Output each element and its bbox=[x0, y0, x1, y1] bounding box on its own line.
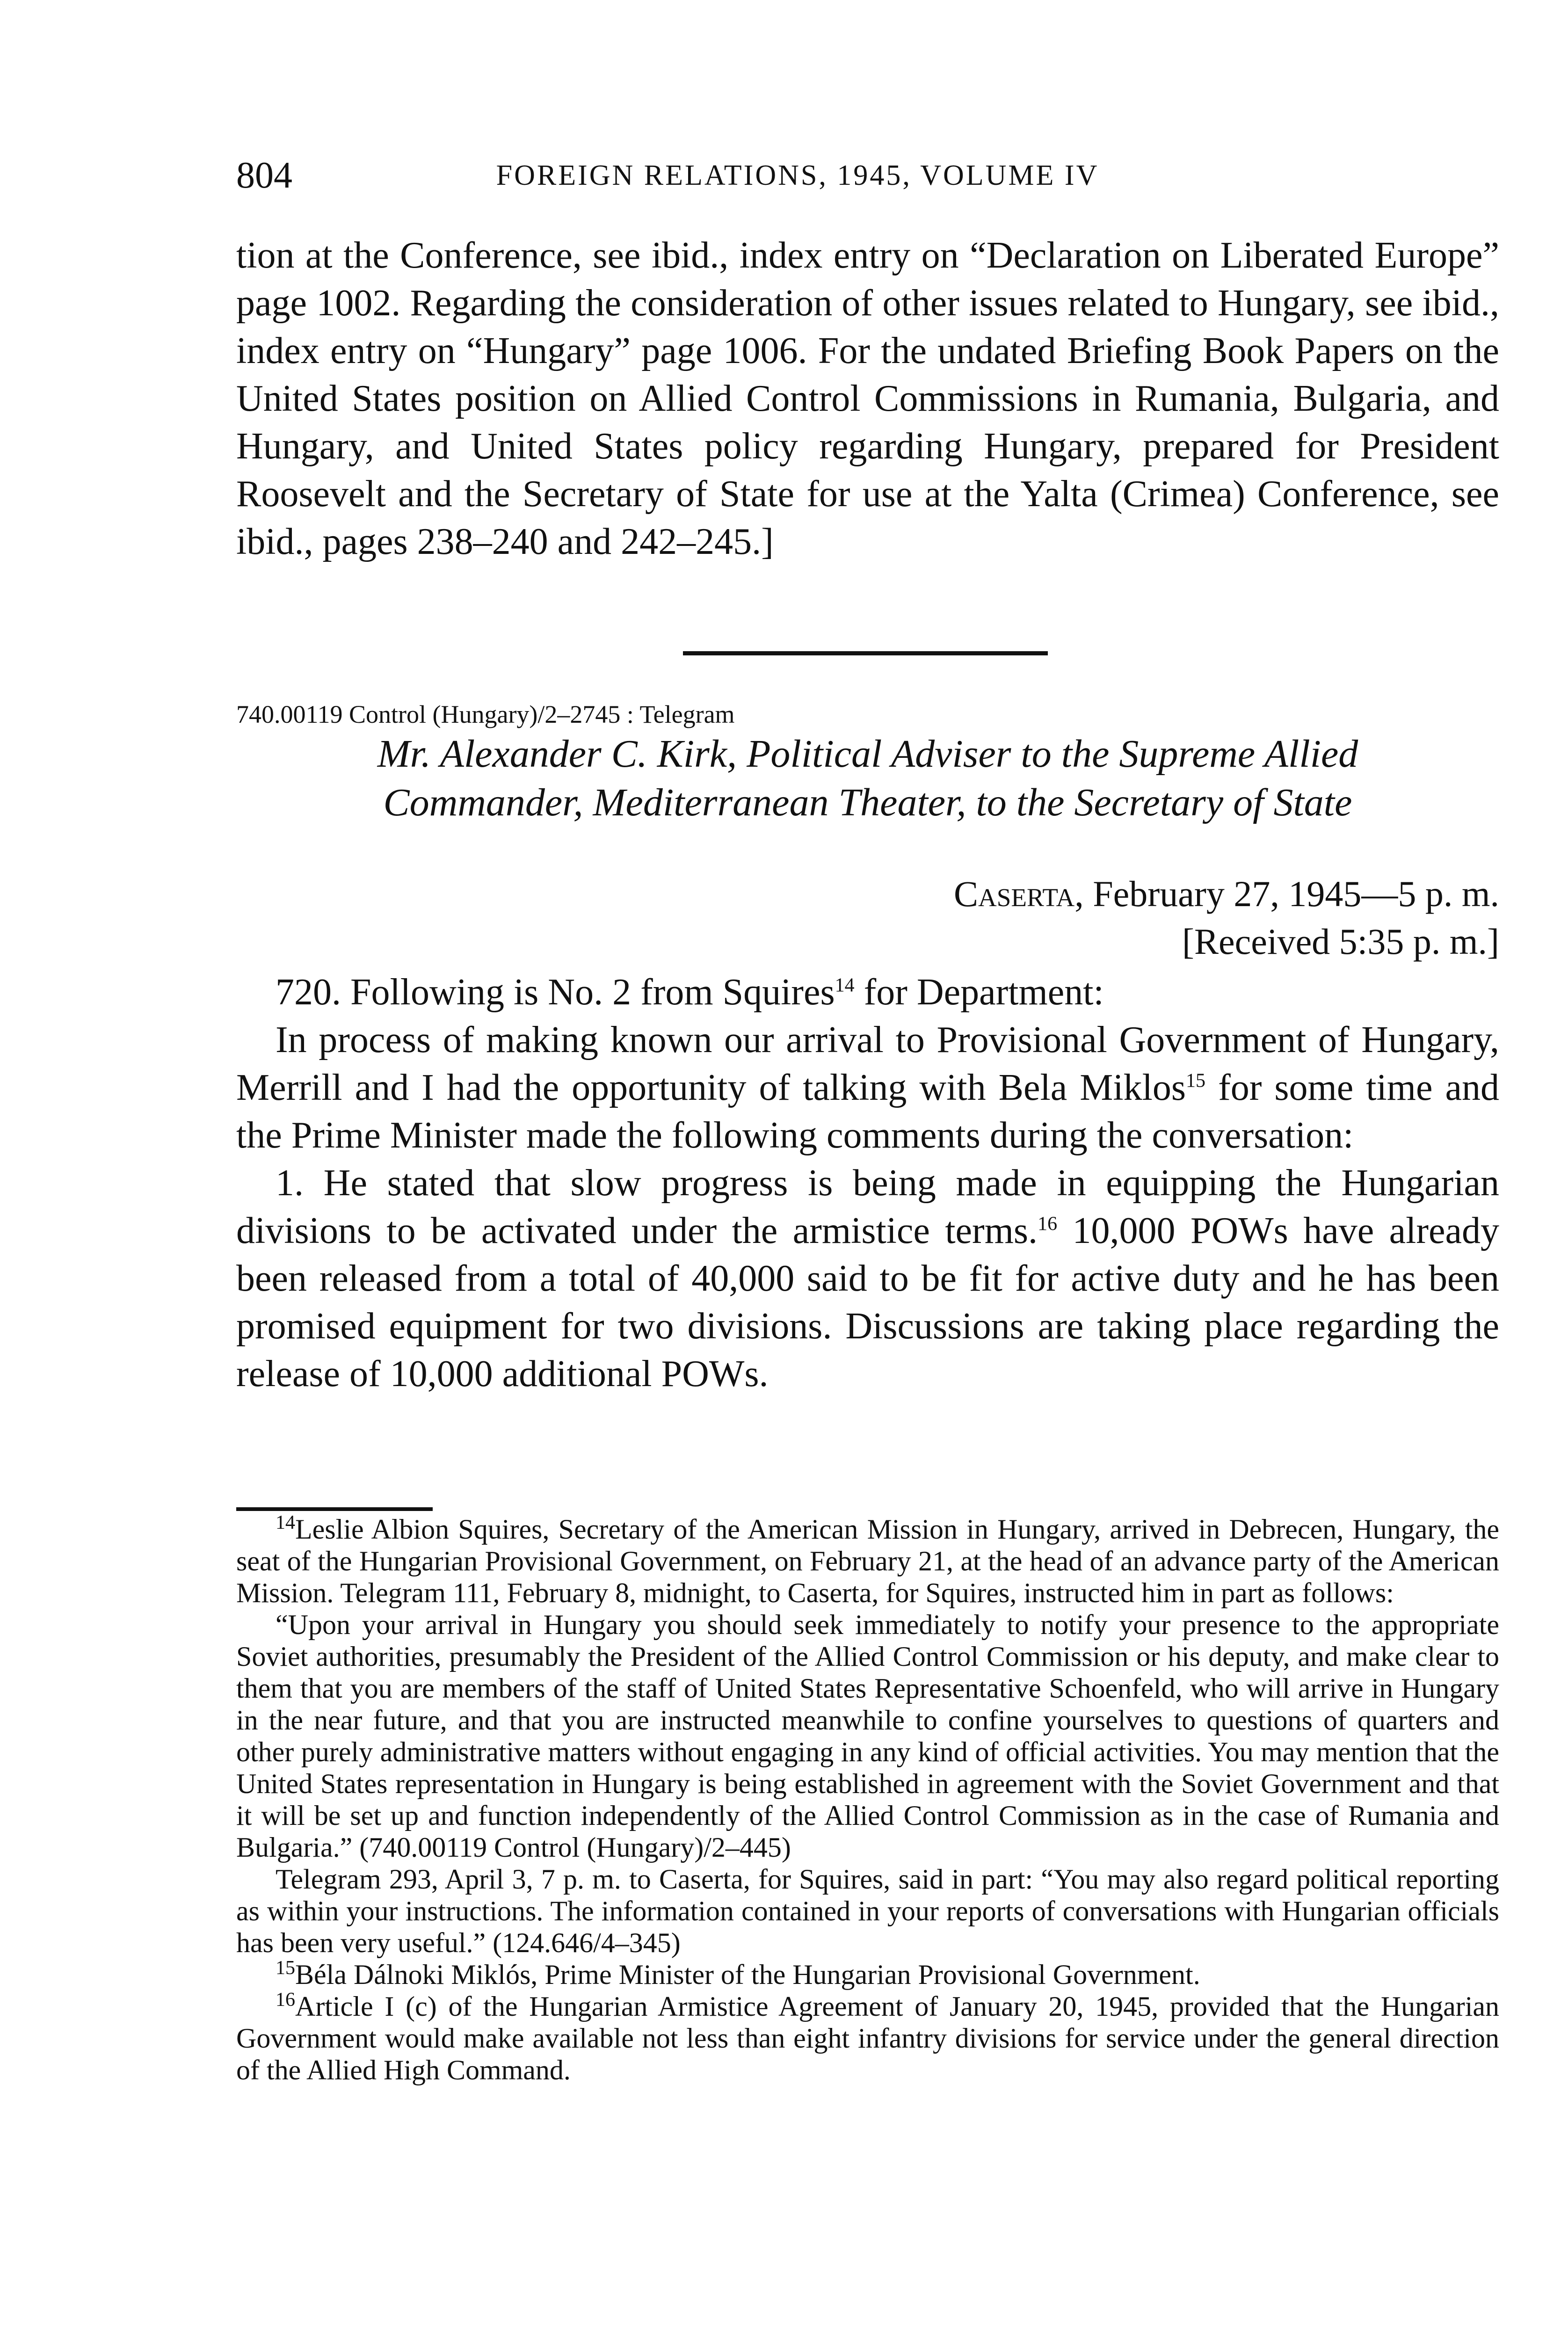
paragraph-text: 1. He stated that slow progress is being made in equipping the Hungarian divisions to be activated under the armistice terms. bbox=[236, 1162, 1499, 1251]
telegram-body bbox=[236, 968, 1499, 1398]
place-date bbox=[954, 870, 1499, 918]
paragraph-text: 720. Following is No. 2 from Squires bbox=[276, 972, 835, 1013]
footnote-mark: 15 bbox=[276, 1957, 295, 1979]
body-paragraph-3 bbox=[236, 1159, 1499, 1398]
footnote-divider bbox=[236, 1507, 433, 1511]
footnote-ref: 16 bbox=[1038, 1213, 1058, 1235]
page-number: 804 bbox=[236, 155, 292, 196]
paragraph-text: In process of making known our arrival to Provisional Government of Hungary, Merrill and I had the opportunity of talking with Bela Miklos bbox=[236, 1019, 1499, 1108]
footnote-ref: 15 bbox=[1186, 1070, 1206, 1092]
body-paragraph-1 bbox=[236, 968, 1499, 1016]
footnote-14-quote: “Upon your arrival in Hungary you should seek immediately to notify your presence to the appropriate Soviet authorities, presumably the President of the Allied Control Commission or his deputy, and make clear to them that you are members of the staff of United States Representative Schoenfeld, who will arrive in Hungary in the near future, and that you are instructed meanwhile to confine yourselves to questions of quarters and other purely administrative matters without engaging in any kind of official activities. You may mention that the United States representation in Hungary is being established in agreement with the Soviet Government and that it will be set up and function independently of the Allied Control Commission as in the case of Rumania and Bulgaria.” (740.00119 Control (Hungary)/2–445) bbox=[236, 1609, 1499, 1863]
section-divider bbox=[683, 651, 1048, 655]
running-head: FOREIGN RELATIONS, 1945, VOLUME IV bbox=[496, 160, 1099, 191]
document-heading bbox=[236, 730, 1499, 827]
footnote-ref: 14 bbox=[835, 974, 855, 996]
footnote-14-telegram: Telegram 293, April 3, 7 p. m. to Caserta, for Squires, said in part: “You may also regard political reporting as within your instructions. The information contained in your reports of conversations with Hungarian officials has been very useful.” (124.646/4–345) bbox=[236, 1864, 1499, 1958]
paragraph-text: for Department: bbox=[854, 972, 1104, 1013]
heading-line-2: Commander, Mediterranean Theater, to the Secretary of State bbox=[383, 781, 1352, 824]
footnotes bbox=[236, 1513, 1499, 2086]
footnote-15 bbox=[236, 1959, 1499, 1990]
page-header bbox=[236, 150, 1359, 201]
footnote-text: Article I (c) of the Hungarian Armistice Agreement of January 20, 1945, provided that the Hungarian Government would make available not less than eight infantry divisions for service under the general direction of the Allied High Command. bbox=[236, 1991, 1499, 2085]
footnote-mark: 14 bbox=[276, 1512, 295, 1533]
footnote-16 bbox=[236, 1990, 1499, 2086]
paragraph-text: 10,000 POWs have already been released from a total of 40,000 said to be fit for active duty and he has been promised equipment for two divisions. Discussions are taking place regarding the release of 10,000 additional POWs. bbox=[236, 1210, 1499, 1395]
paragraph-text: for some time and the Prime Minister made the following comments during the conversation: bbox=[236, 1067, 1500, 1156]
date: , February 27, 1945—5 p. m. bbox=[1074, 873, 1499, 914]
dateline bbox=[954, 870, 1499, 966]
file-reference: 740.00119 Control (Hungary)/2–2745 : Telegram bbox=[236, 700, 735, 728]
footnote-text: Béla Dálnoki Miklós, Prime Minister of the Hungarian Provisional Government. bbox=[295, 1959, 1200, 1990]
place: Caserta bbox=[954, 873, 1075, 914]
footnote-14 bbox=[236, 1513, 1499, 1609]
footnote-text: Leslie Albion Squires, Secretary of the American Mission in Hungary, arrived in Debrecen, Hungary, the seat of the Hungarian Provisional Government, on February 21, at the head of an advance party of the American Mission. Telegram 111, February 8, midnight, to Caserta, for Squires, instructed him in part as follows: bbox=[236, 1514, 1499, 1608]
received-time: [Received 5:35 p. m.] bbox=[1182, 921, 1499, 962]
heading-line-1: Mr. Alexander C. Kirk, Political Adviser to the Supreme Allied bbox=[377, 732, 1358, 776]
footnote-mark: 16 bbox=[276, 1989, 295, 2011]
body-paragraph-2 bbox=[236, 1016, 1499, 1159]
continued-paragraph: tion at the Conference, see ibid., index entry on “Declaration on Liberated Europe” page 1002. Regarding the consideration of other issues related to Hungary, see ibid., index entry on “Hungary” page 1006. For the undated Briefing Book Papers on the United States position on Allied Control Commissions in Rumania, Bulgaria, and Hungary, and United States policy regarding Hungary, prepared for President Roosevelt and the Secretary of State for use at the Yalta (Crimea) Conference, see ibid., pages 238–240 and 242–245.] bbox=[236, 235, 1499, 562]
